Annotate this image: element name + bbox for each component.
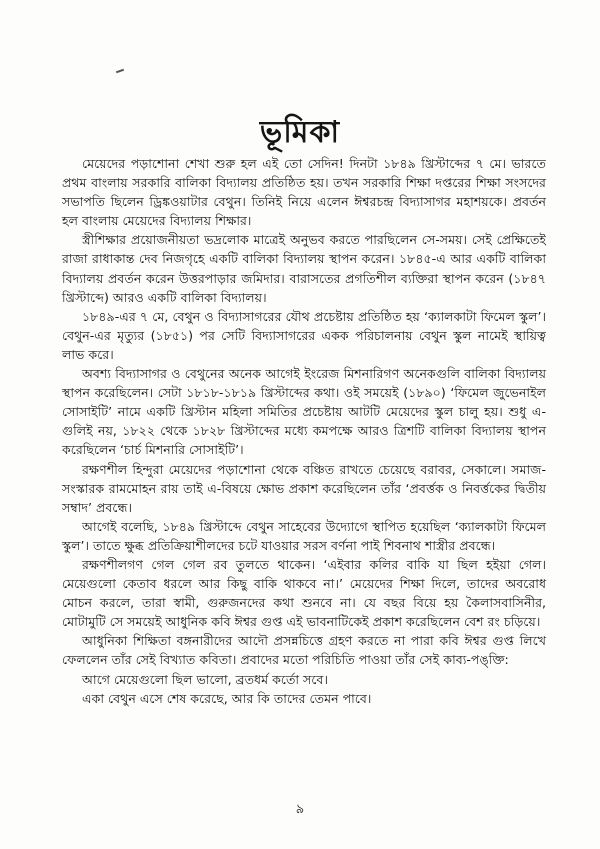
paragraph: রক্ষণশীল হিন্দুরা মেয়েদের পড়াশোনা থেকে বঞ্চিত রাখতে চেয়েছে বরাবর, সেকালে। সমাজ-সংস্কারক রামমোহন রায় তাই এ-বিষয়ে ক্ষোভ প্রকাশ করেছিলেন তাঁর ‘প্রবর্ত্তক ও নিবর্ত্তকের দ্বিতীয় সম্বাদ’ প্রবন্ধে। <box>62 461 546 515</box>
ink-mark <box>116 69 124 74</box>
page-number: ৯ <box>295 802 305 817</box>
verse-line: একা বেথুন এসে শেষ করেছে, আর কি তাদের তেমন পাবে। <box>82 690 372 706</box>
paragraph: মেয়েদের পড়াশোনা শেখা শুরু হল এই তো সেদিন! দিনটা ১৮৪৯ খ্রিস্টাব্দের ৭ মে। ভারতে প্রথম বাংলায় সরকারি বালিকা বিদ্যালয় প্রতিষ্ঠিত হয়। তখন সরকারি শিক্ষা দপ্তরের শিক্ষা সংসদের সভাপতি ছিলেন ড্রিঙ্কওয়াটার বেথুন। তিনিই নিয়ে এলেন ঈশ্বরচন্দ্র বিদ্যাসাগর মহাশয়কে। প্রবর্তন হল বাংলায় মেয়েদের বিদ্যালয় শিক্ষার। <box>62 156 546 229</box>
page-title: ভূমিকা <box>259 115 341 150</box>
paragraph: অবশ্য বিদ্যাসাগর ও বেথুনের অনেক আগেই ইংরেজ মিশনারিগণ অনেকগুলি বালিকা বিদ্যালয় স্থাপন করেছিলেন। সেটা ১৮১৮-১৮১৯ খ্রিস্টাব্দের কথা। ওই সময়েই (১৮৯০) ‘ফিমেল জুভেনাইল সোসাইটি’ নামে একটি খ্রিস্টান মহিলা সমিতির প্রচেষ্টায় আটটি মেয়েদের স্কুল চালু হয়। শুধু এ-গুলিই নয়, ১৮২২ থেকে ১৮২৮ খ্রিস্টাব্দের মধ্যে কমপক্ষে আরও ত্রিশটি বালিকা বিদ্যালয় স্থাপন করেছিলেন ‘চার্চ মিশনারি সোসাইটি’। <box>62 366 546 458</box>
paragraph: আগেই বলেছি, ১৮৪৯ খ্রিস্টাব্দে বেথুন সাহেবের উদ্যোগে স্থাপিত হয়েছিল ‘ক্যালকাটা ফিমেল স্কুল’। তাতে ক্ষুব্ধ প্রতিক্রিয়াশীলদের চটে যাওয়ার সরস বর্ণনা পাই শিবনাথ শাস্ত্রীর প্রবন্ধে। <box>62 518 546 553</box>
paragraph: আধুনিকা শিক্ষিতা বঙ্গনারীদের আদৌ প্রসন্নচিত্তে গ্রহণ করতে না পারা কবি ঈশ্বর গুপ্ত লিখে ফেললেন তাঁর সেই বিখ্যাত কবিতা। প্রবাদের মতো পরিচিতি পাওয়া তাঁর সেই কাব্য-পঙ্‌ক্তি: <box>62 633 546 668</box>
page-body <box>62 154 546 708</box>
paragraph: ১৮৪৯-এর ৭ মে, বেথুন ও বিদ্যাসাগরের যৌথ প্রচেষ্টায় প্রতিষ্ঠিত হয় ‘ক্যালকাটা ফিমেল স্কুল’। বেথুন-এর মৃত্যুর (১৮৫১) পর সেটি বিদ্যাসাগরের একক পরিচালনায় বেথুন স্কুল নামেই স্থায়িত্ব লাভ করে। <box>62 308 546 362</box>
verse-line: আগে মেয়েগুলো ছিল ভালো, ব্রতধর্ম কর্তো সবে। <box>82 671 328 687</box>
paragraph: স্ত্রীশিক্ষার প্রয়োজনীয়তা ভদ্রলোক মাত্রেই অনুভব করতে পারছিলেন সে-সময়। সেই প্রেক্ষিতেই রাজা রাধাকান্ত দেব নিজগৃহে একটি বালিকা বিদ্যালয় স্থাপন করেন। ১৮৪৫-এ আর একটি বালিকা বিদ্যালয় প্রবর্তন করেন উত্তরপাড়ার জমিদার। বারাসতের প্রগতিশীল ব্যক্তিরা স্থাপন করেন (১৮৪৭ খ্রিস্টাব্দে) আরও একটি বালিকা বিদ্যালয়। <box>62 232 546 305</box>
paragraph: রক্ষণশীলগণ গেল গেল রব তুলতে থাকেন। ‘এইবার কলির বাকি যা ছিল হইয়া গেল। মেয়েগুলো কেতাব ধরলে আর কিছু বাকি থাকবে না।’ মেয়েদের শিক্ষা দিলে, তাদের অবরোধ মোচন করলে, তারা স্বামী, গুরুজনদের কথা শুনবে না। যে বছর বিয়ে হয় কৈলাসবাসিনীর, মোটামুটি সে সময়েই আধুনিক কবি ঈশ্বর গুপ্ত এই ভাবনাটিকেই প্রকাশ করেছিলেন বেশ রং চড়িয়ে। <box>62 556 546 630</box>
